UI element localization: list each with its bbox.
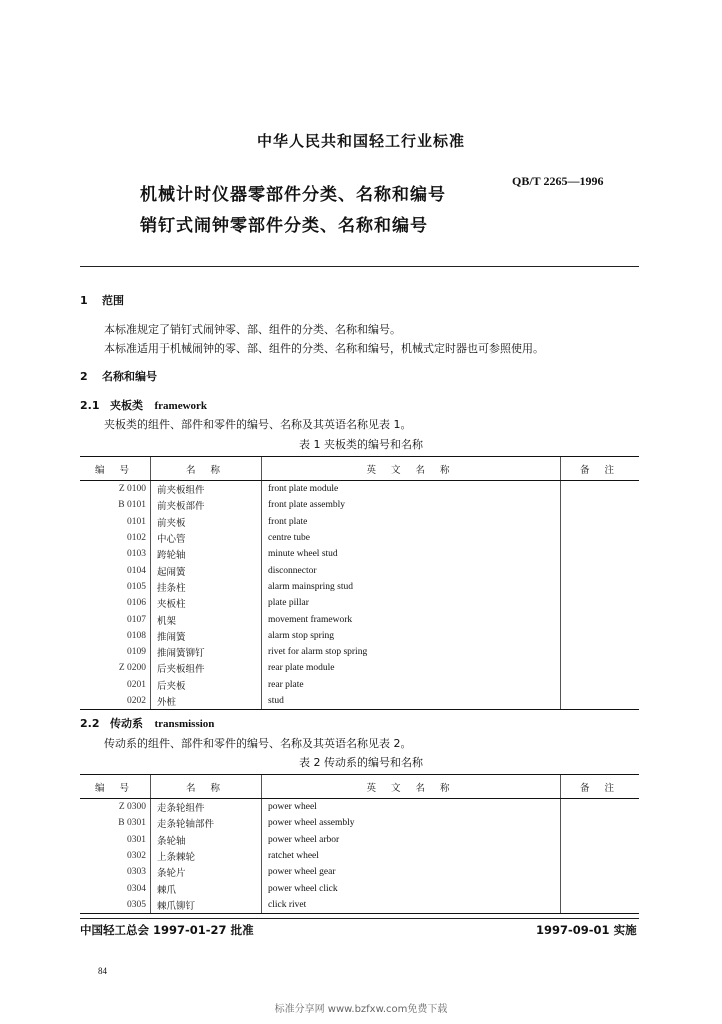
part-name: 条轮轴	[151, 832, 262, 848]
section-2-1-heading	[80, 397, 207, 413]
part-name-english: rear plate module	[262, 660, 561, 676]
part-name: 前夹板部件	[151, 497, 262, 513]
part-name: 推闹簧	[151, 628, 262, 644]
part-code: 0301	[127, 834, 146, 845]
part-remarks	[561, 660, 640, 676]
part-name-english: power wheel assembly	[262, 815, 561, 831]
part-code: 0201	[127, 679, 146, 690]
part-name: 外桩	[151, 693, 262, 710]
part-name-english: stud	[262, 693, 561, 710]
table-row	[80, 481, 639, 498]
part-name: 后夹板	[151, 677, 262, 693]
part-remarks	[561, 497, 640, 513]
part-remarks	[561, 799, 640, 816]
column-header-remarks: 备 注	[561, 457, 640, 481]
part-name-english: minute wheel stud	[262, 546, 561, 562]
section-2-heading	[80, 368, 157, 384]
part-name-english: click rivet	[262, 897, 561, 914]
table-row	[80, 897, 639, 914]
part-name-english: front plate	[262, 514, 561, 530]
part-code: 0302	[127, 851, 146, 862]
table-row	[80, 848, 639, 864]
table-row	[80, 497, 639, 513]
part-code: 0104	[127, 565, 146, 576]
part-remarks	[561, 644, 640, 660]
part-name: 夹板柱	[151, 595, 262, 611]
part-name: 跨轮轴	[151, 546, 262, 562]
part-code: 0105	[127, 581, 146, 592]
column-header-name: 名 称	[151, 775, 262, 799]
part-name: 条轮片	[151, 864, 262, 880]
part-name-english: rear plate	[262, 677, 561, 693]
part-remarks	[561, 880, 640, 896]
part-name: 前夹板	[151, 514, 262, 530]
part-code: 0202	[80, 693, 151, 710]
part-remarks	[561, 562, 640, 578]
part-code: 0106	[127, 598, 146, 609]
table-row	[80, 677, 639, 693]
table-row	[80, 864, 639, 880]
part-name: 棘爪	[151, 880, 262, 896]
column-header-remarks: 备 注	[561, 775, 640, 799]
standard-number: QB/T 2265—1996	[512, 174, 604, 188]
part-name-english: power wheel	[262, 799, 561, 816]
part-remarks	[561, 897, 640, 914]
section-1-paragraph-1: 本标准规定了销钉式闹钟零、部、组件的分类、名称和编号。	[104, 323, 401, 336]
section-title-en: framework	[154, 400, 208, 412]
column-header-english: 英 文 名 称	[262, 775, 561, 799]
approval-date: 中国轻工总会 1997-01-27 批准	[80, 923, 254, 937]
section-title: 范围	[102, 294, 124, 307]
part-name-english: rivet for alarm stop spring	[262, 644, 561, 660]
table-2	[80, 774, 639, 914]
table-1-caption: 表 1 夹板类的编号和名称	[299, 438, 423, 451]
part-code: 0304	[127, 883, 146, 894]
section-title: 夹板类	[110, 399, 143, 412]
column-header-name: 名 称	[151, 457, 262, 481]
section-2-2-paragraph: 传动系的组件、部件和零件的编号、名称及其英语名称见表 2。	[104, 737, 412, 750]
part-code: B 0301	[118, 818, 146, 829]
section-number: 2.2	[80, 717, 100, 730]
table-1	[80, 456, 639, 710]
table-row	[80, 546, 639, 562]
part-name-english: power wheel click	[262, 880, 561, 896]
part-name: 推闹簧铆钉	[151, 644, 262, 660]
part-name: 起闹簧	[151, 562, 262, 578]
table-header-row	[80, 775, 639, 799]
part-name-english: centre tube	[262, 530, 561, 546]
table-row	[80, 815, 639, 831]
document-title-line1: 机械计时仪器零部件分类、名称和编号	[140, 185, 446, 205]
table-row	[80, 832, 639, 848]
column-header-code: 编 号	[80, 457, 151, 481]
part-code: 0103	[127, 549, 146, 560]
table-row	[80, 799, 639, 816]
table-row	[80, 595, 639, 611]
part-name-english: alarm mainspring stud	[262, 579, 561, 595]
table-row	[80, 644, 639, 660]
part-name-english: power wheel arbor	[262, 832, 561, 848]
part-name: 前夹板组件	[151, 481, 262, 498]
table-2-caption: 表 2 传动系的编号和名称	[299, 756, 423, 769]
table-row	[80, 514, 639, 530]
part-name: 走条轮轴部件	[151, 815, 262, 831]
part-code: Z 0200	[118, 663, 146, 674]
part-name-english: front plate module	[262, 481, 561, 498]
part-remarks	[561, 832, 640, 848]
section-1-heading	[80, 292, 124, 308]
part-name: 中心管	[151, 530, 262, 546]
section-2-2-heading	[80, 715, 214, 731]
part-name-english: alarm stop spring	[262, 628, 561, 644]
section-title: 传动系	[110, 717, 143, 730]
part-remarks	[561, 628, 640, 644]
part-remarks	[561, 595, 640, 611]
section-number: 1	[80, 294, 88, 307]
effective-date: 1997-09-01 实施	[536, 923, 637, 937]
part-remarks	[561, 693, 640, 710]
table-header-row	[80, 457, 639, 481]
part-name-english: power wheel gear	[262, 864, 561, 880]
part-name: 后夹板组件	[151, 660, 262, 676]
part-remarks	[561, 677, 640, 693]
part-code: Z 0100	[118, 484, 146, 495]
table-row	[80, 693, 639, 710]
part-remarks	[561, 514, 640, 530]
part-name-english: front plate assembly	[262, 497, 561, 513]
part-remarks	[561, 815, 640, 831]
part-code: Z 0300	[118, 802, 146, 813]
issuing-organization: 中华人民共和国轻工行业标准	[256, 132, 465, 150]
part-remarks	[561, 848, 640, 864]
part-code: 0107	[127, 614, 146, 625]
table-row	[80, 611, 639, 627]
page-number: 84	[98, 966, 107, 976]
part-code: 0101	[127, 516, 146, 527]
section-title: 名称和编号	[102, 370, 157, 383]
part-code: B 0101	[118, 500, 146, 511]
column-header-english: 英 文 名 称	[262, 457, 561, 481]
part-remarks	[561, 611, 640, 627]
part-code: 0102	[127, 533, 146, 544]
part-code: 0305	[80, 897, 151, 914]
part-remarks	[561, 579, 640, 595]
column-header-code: 编 号	[80, 775, 151, 799]
part-code: 0108	[127, 630, 146, 641]
footer-divider	[80, 918, 639, 919]
header-divider	[80, 266, 639, 267]
section-number: 2	[80, 370, 88, 383]
part-code: 0109	[127, 647, 146, 658]
section-number: 2.1	[80, 399, 100, 412]
table-row	[80, 628, 639, 644]
part-remarks	[561, 530, 640, 546]
watermark-text: 标准分享网 www.bzfxw.com免费下载	[274, 1004, 448, 1015]
table-row	[80, 880, 639, 896]
part-remarks	[561, 481, 640, 498]
table-row	[80, 660, 639, 676]
table-row	[80, 530, 639, 546]
part-name: 挂条柱	[151, 579, 262, 595]
section-title-en: transmission	[154, 718, 215, 730]
table-row	[80, 562, 639, 578]
part-name-english: ratchet wheel	[262, 848, 561, 864]
table-row	[80, 579, 639, 595]
part-remarks	[561, 864, 640, 880]
part-name: 走条轮组件	[151, 799, 262, 816]
document-title-line2: 销钉式闹钟零部件分类、名称和编号	[140, 216, 428, 236]
part-remarks	[561, 546, 640, 562]
part-name-english: movement framework	[262, 611, 561, 627]
section-1-paragraph-2: 本标准适用于机械闹钟的零、部、组件的分类、名称和编号，机械式定时器也可参照使用。	[104, 342, 544, 355]
part-name-english: disconnector	[262, 562, 561, 578]
part-name-english: plate pillar	[262, 595, 561, 611]
part-name: 上条棘轮	[151, 848, 262, 864]
section-2-1-paragraph: 夹板类的组件、部件和零件的编号、名称及其英语名称见表 1。	[104, 418, 412, 431]
part-name: 机架	[151, 611, 262, 627]
part-code: 0303	[127, 867, 146, 878]
part-name: 棘爪铆钉	[151, 897, 262, 914]
